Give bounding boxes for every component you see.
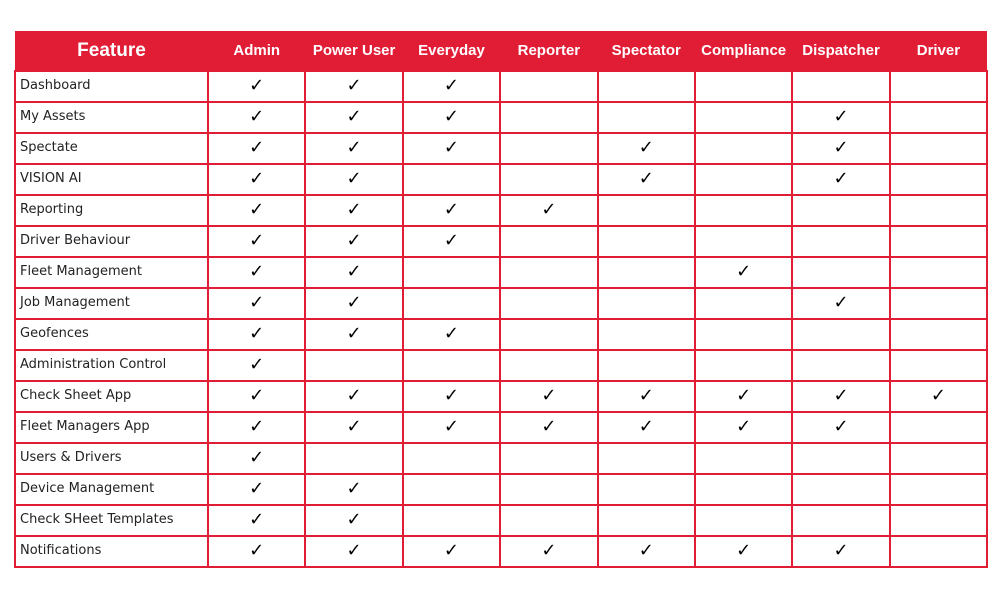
checkmark-icon: ✓ [346, 230, 362, 251]
permission-cell [695, 226, 792, 257]
permission-cell [403, 443, 500, 474]
permission-cell [792, 319, 889, 350]
permission-cell [208, 505, 305, 536]
checkmark-icon: ✓ [833, 292, 849, 313]
checkmark-icon: ✓ [638, 385, 654, 406]
table-row [15, 381, 987, 412]
permission-cell [598, 412, 695, 443]
checkmark-icon: ✓ [249, 137, 265, 158]
checkmark-icon: ✓ [249, 509, 265, 530]
permission-cell [890, 505, 987, 536]
permission-cell [792, 226, 889, 257]
permission-cell [500, 164, 597, 195]
permission-cell [500, 195, 597, 226]
table-row [15, 71, 987, 102]
permission-cell [792, 164, 889, 195]
permission-cell [403, 350, 500, 381]
checkmark-icon: ✓ [346, 292, 362, 313]
feature-name: Fleet Management [15, 257, 208, 288]
permission-cell [598, 133, 695, 164]
permission-cell [695, 133, 792, 164]
table-row [15, 474, 987, 505]
table-row [15, 536, 987, 567]
role-column-header-power-user: Power User [305, 31, 402, 71]
permission-cell [598, 102, 695, 133]
permission-cell [890, 443, 987, 474]
permission-cell [305, 381, 402, 412]
permission-cell [208, 381, 305, 412]
permission-cell [305, 505, 402, 536]
permission-cell [695, 505, 792, 536]
checkmark-icon: ✓ [249, 385, 265, 406]
checkmark-icon: ✓ [930, 385, 946, 406]
permission-cell [598, 381, 695, 412]
permission-cell [598, 319, 695, 350]
feature-name: Device Management [15, 474, 208, 505]
permission-cell [598, 164, 695, 195]
permission-cell [208, 319, 305, 350]
permission-cell [500, 71, 597, 102]
feature-name: My Assets [15, 102, 208, 133]
role-column-header-dispatcher: Dispatcher [792, 31, 889, 71]
checkmark-icon: ✓ [249, 199, 265, 220]
permission-cell [890, 412, 987, 443]
permission-cell [208, 133, 305, 164]
permission-cell [695, 350, 792, 381]
permission-cell [305, 257, 402, 288]
permission-cell [598, 443, 695, 474]
checkmark-icon: ✓ [443, 199, 460, 220]
checkmark-icon: ✓ [346, 509, 362, 530]
permission-cell [890, 195, 987, 226]
table-row [15, 350, 987, 381]
permission-cell [208, 288, 305, 319]
feature-name: Users & Drivers [15, 443, 208, 474]
checkmark-icon: ✓ [833, 540, 849, 561]
table-row [15, 412, 987, 443]
permission-cell [598, 195, 695, 226]
permission-cell [695, 443, 792, 474]
permission-cell [403, 536, 500, 567]
checkmark-icon: ✓ [249, 75, 265, 96]
checkmark-icon: ✓ [249, 540, 265, 561]
permission-cell [695, 257, 792, 288]
permission-cell [598, 257, 695, 288]
permission-cell [403, 474, 500, 505]
checkmark-icon: ✓ [541, 416, 557, 437]
checkmark-icon: ✓ [736, 416, 752, 437]
permission-cell [500, 412, 597, 443]
table-row [15, 319, 987, 350]
checkmark-icon: ✓ [346, 323, 362, 344]
permission-cell [500, 443, 597, 474]
checkmark-icon: ✓ [346, 416, 362, 437]
permission-cell [598, 288, 695, 319]
checkmark-icon: ✓ [346, 540, 362, 561]
role-column-header-compliance: Compliance [695, 31, 792, 71]
permission-cell [598, 71, 695, 102]
permission-cell [598, 226, 695, 257]
permission-cell [208, 474, 305, 505]
permission-cell [890, 102, 987, 133]
checkmark-icon: ✓ [443, 385, 460, 406]
role-column-header-spectator: Spectator [598, 31, 695, 71]
checkmark-icon: ✓ [346, 478, 362, 499]
permission-cell [792, 536, 889, 567]
feature-name: Geofences [15, 319, 208, 350]
feature-name: Driver Behaviour [15, 226, 208, 257]
permission-cell [695, 412, 792, 443]
permission-cell [792, 412, 889, 443]
checkmark-icon: ✓ [833, 168, 849, 189]
checkmark-icon: ✓ [249, 292, 265, 313]
checkmark-icon: ✓ [833, 416, 849, 437]
permission-cell [305, 133, 402, 164]
permission-cell [695, 319, 792, 350]
permission-cell [208, 102, 305, 133]
permission-cell [598, 536, 695, 567]
feature-name: Check SHeet Templates [15, 505, 208, 536]
permission-cell [208, 536, 305, 567]
permission-cell [890, 288, 987, 319]
checkmark-icon: ✓ [443, 416, 460, 437]
table-row [15, 102, 987, 133]
checkmark-icon: ✓ [346, 385, 362, 406]
permission-cell [305, 226, 402, 257]
permission-cell [305, 474, 402, 505]
permissions-matrix [14, 31, 986, 568]
permission-cell [403, 288, 500, 319]
checkmark-icon: ✓ [443, 137, 460, 158]
permission-cell [403, 257, 500, 288]
permission-cell [305, 71, 402, 102]
checkmark-icon: ✓ [346, 199, 362, 220]
permission-cell [305, 288, 402, 319]
feature-name: Spectate [15, 133, 208, 164]
checkmark-icon: ✓ [833, 137, 849, 158]
checkmark-icon: ✓ [249, 478, 265, 499]
checkmark-icon: ✓ [346, 137, 362, 158]
permission-cell [792, 71, 889, 102]
checkmark-icon: ✓ [736, 385, 752, 406]
permission-cell [500, 226, 597, 257]
checkmark-icon: ✓ [443, 106, 460, 127]
permission-cell [890, 164, 987, 195]
permission-cell [695, 288, 792, 319]
checkmark-icon: ✓ [249, 354, 265, 375]
role-column-header-driver: Driver [890, 31, 987, 71]
permission-cell [792, 443, 889, 474]
permission-cell [890, 474, 987, 505]
permission-cell [890, 381, 987, 412]
permission-cell [208, 443, 305, 474]
permission-cell [305, 412, 402, 443]
permission-cell [403, 505, 500, 536]
permission-cell [792, 505, 889, 536]
checkmark-icon: ✓ [736, 540, 752, 561]
checkmark-icon: ✓ [249, 261, 265, 282]
permission-cell [598, 474, 695, 505]
permission-cell [695, 474, 792, 505]
feature-column-header: Feature [15, 31, 208, 71]
table-row [15, 226, 987, 257]
checkmark-icon: ✓ [346, 75, 362, 96]
role-column-header-everyday: Everyday [403, 31, 500, 71]
checkmark-icon: ✓ [638, 416, 654, 437]
feature-name: Administration Control [15, 350, 208, 381]
checkmark-icon: ✓ [249, 416, 265, 437]
checkmark-icon: ✓ [249, 323, 265, 344]
permission-cell [500, 288, 597, 319]
permission-cell [500, 133, 597, 164]
checkmark-icon: ✓ [249, 168, 265, 189]
permission-cell [403, 164, 500, 195]
permission-cell [403, 71, 500, 102]
table-row [15, 164, 987, 195]
permission-cell [890, 536, 987, 567]
permission-cell [305, 164, 402, 195]
feature-name: Fleet Managers App [15, 412, 208, 443]
permission-cell [890, 257, 987, 288]
table-row [15, 443, 987, 474]
header-row [15, 31, 987, 71]
permission-cell [792, 288, 889, 319]
permission-cell [500, 505, 597, 536]
permission-cell [890, 226, 987, 257]
permission-cell [305, 536, 402, 567]
permission-cell [403, 319, 500, 350]
checkmark-icon: ✓ [443, 323, 460, 344]
checkmark-icon: ✓ [443, 75, 460, 96]
table-header [15, 31, 987, 71]
permission-cell [403, 102, 500, 133]
permission-cell [305, 350, 402, 381]
table-body [15, 71, 987, 567]
permission-cell [695, 71, 792, 102]
permission-cell [792, 102, 889, 133]
checkmark-icon: ✓ [346, 168, 362, 189]
permission-cell [305, 319, 402, 350]
permission-cell [208, 195, 305, 226]
checkmark-icon: ✓ [541, 199, 557, 220]
permission-cell [598, 505, 695, 536]
permission-cell [890, 133, 987, 164]
permission-cell [403, 381, 500, 412]
role-column-header-admin: Admin [208, 31, 305, 71]
permission-cell [208, 71, 305, 102]
table-row [15, 195, 987, 226]
permission-cell [792, 474, 889, 505]
checkmark-icon: ✓ [638, 168, 654, 189]
checkmark-icon: ✓ [443, 540, 460, 561]
permission-cell [695, 536, 792, 567]
checkmark-icon: ✓ [443, 230, 460, 251]
checkmark-icon: ✓ [249, 106, 265, 127]
permission-cell [695, 102, 792, 133]
permission-cell [598, 350, 695, 381]
permission-cell [403, 133, 500, 164]
permission-cell [208, 412, 305, 443]
table-row [15, 257, 987, 288]
permission-cell [500, 102, 597, 133]
feature-name: VISION AI [15, 164, 208, 195]
permission-cell [792, 350, 889, 381]
feature-name: Reporting [15, 195, 208, 226]
table-row [15, 288, 987, 319]
permission-cell [890, 319, 987, 350]
checkmark-icon: ✓ [346, 106, 362, 127]
permission-cell [403, 412, 500, 443]
permission-cell [500, 536, 597, 567]
permission-cell [500, 319, 597, 350]
permission-cell [695, 195, 792, 226]
checkmark-icon: ✓ [736, 261, 752, 282]
feature-name: Job Management [15, 288, 208, 319]
checkmark-icon: ✓ [833, 106, 849, 127]
checkmark-icon: ✓ [833, 385, 849, 406]
permission-cell [403, 195, 500, 226]
permission-cell [890, 71, 987, 102]
permission-cell [500, 381, 597, 412]
permission-cell [305, 443, 402, 474]
permission-cell [792, 133, 889, 164]
checkmark-icon: ✓ [249, 230, 265, 251]
permission-cell [208, 350, 305, 381]
feature-name: Notifications [15, 536, 208, 567]
permission-cell [305, 102, 402, 133]
permission-cell [890, 350, 987, 381]
permission-cell [403, 226, 500, 257]
permission-cell [695, 381, 792, 412]
feature-name: Check Sheet App [15, 381, 208, 412]
permission-cell [792, 257, 889, 288]
checkmark-icon: ✓ [541, 540, 557, 561]
checkmark-icon: ✓ [638, 540, 654, 561]
checkmark-icon: ✓ [346, 261, 362, 282]
table-row [15, 133, 987, 164]
permission-cell [500, 257, 597, 288]
permission-cell [208, 164, 305, 195]
feature-name: Dashboard [15, 71, 208, 102]
permission-cell [500, 350, 597, 381]
permission-cell [208, 257, 305, 288]
permission-cell [305, 195, 402, 226]
permission-cell [695, 164, 792, 195]
permission-cell [792, 381, 889, 412]
permission-cell [500, 474, 597, 505]
checkmark-icon: ✓ [249, 447, 265, 468]
checkmark-icon: ✓ [638, 137, 654, 158]
permission-cell [792, 195, 889, 226]
checkmark-icon: ✓ [541, 385, 557, 406]
role-column-header-reporter: Reporter [500, 31, 597, 71]
permission-cell [208, 226, 305, 257]
table-row [15, 505, 987, 536]
feature-permissions-table [14, 31, 988, 568]
